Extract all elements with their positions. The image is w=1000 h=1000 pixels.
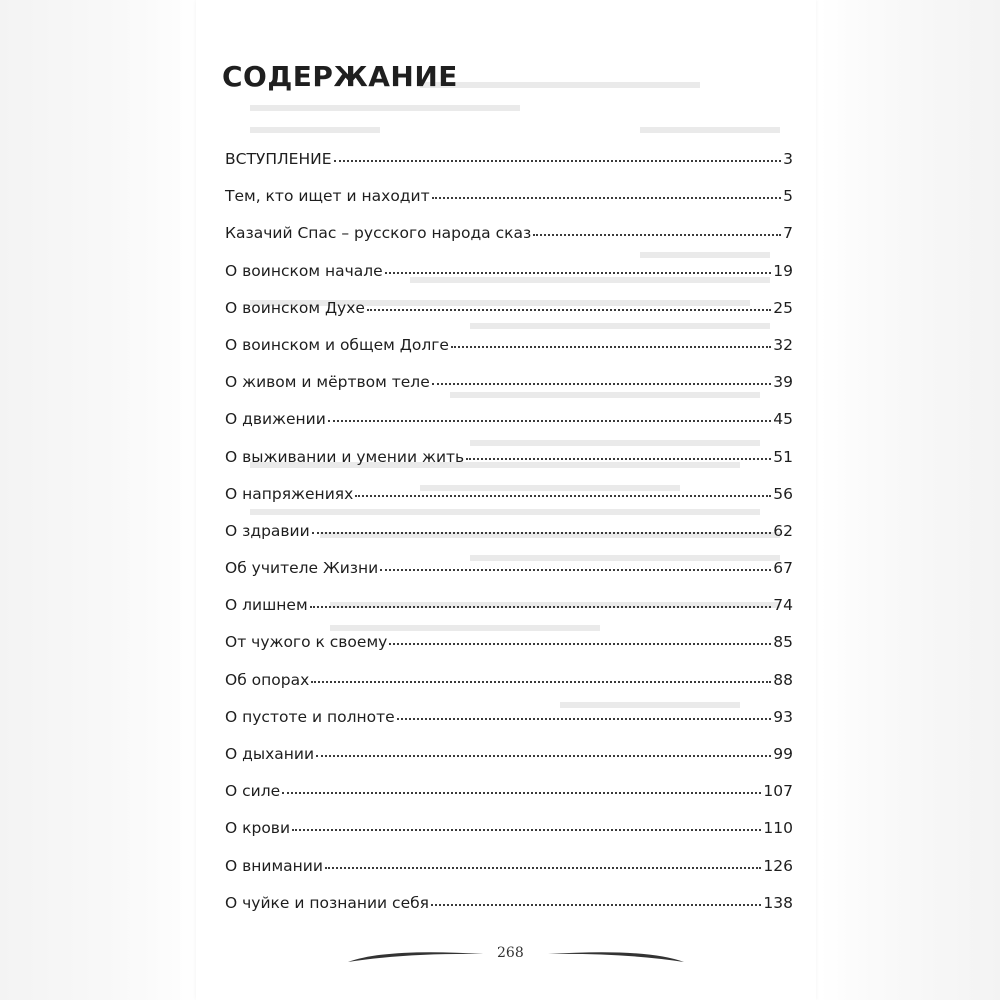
toc-entry-title: О воинском Духе [225, 298, 365, 317]
toc-entry[interactable] [225, 336, 793, 373]
toc-entry-page: 25 [773, 298, 793, 317]
toc-entry-title: Об учителе Жизни [225, 559, 379, 578]
footer-ornament-left-icon [346, 944, 486, 964]
toc-entry-page: 74 [773, 596, 793, 615]
toc-entry[interactable] [225, 522, 793, 559]
page-number: 268 [497, 945, 524, 961]
toc-entry-page: 88 [773, 670, 793, 689]
toc-entry-page: 5 [783, 187, 793, 206]
dot-leader [334, 148, 782, 162]
toc-entry-title: О внимании [225, 856, 323, 875]
toc-entry-title: О выживании и умении жить [225, 447, 465, 466]
toc-entry[interactable] [225, 150, 793, 187]
toc-entry[interactable] [225, 745, 793, 782]
dot-leader [533, 222, 781, 236]
dot-leader [367, 297, 771, 311]
dot-leader [292, 817, 761, 831]
toc-entry-title: О напряжениях [225, 484, 354, 503]
dot-leader [310, 594, 772, 608]
dot-leader [451, 334, 771, 348]
toc-entry-title: От чужого к своему [225, 633, 388, 652]
dot-leader [397, 706, 772, 720]
toc-entry-title: Об опорах [225, 670, 310, 689]
toc-entry-title: О живом и мёртвом теле [225, 373, 430, 392]
footer-ornament-right-icon [546, 944, 686, 964]
toc-entry[interactable] [225, 485, 793, 522]
table-of-contents [225, 150, 793, 931]
dot-leader [316, 743, 771, 757]
toc-entry[interactable] [225, 596, 793, 633]
toc-entry-page: 3 [783, 150, 793, 168]
dot-leader [282, 780, 761, 794]
toc-entry[interactable] [225, 262, 793, 299]
toc-entry-title: О воинском начале [225, 261, 383, 280]
toc-entry[interactable] [225, 894, 793, 931]
toc-entry-page: 56 [773, 484, 793, 503]
toc-entry[interactable] [225, 782, 793, 819]
dot-leader [389, 631, 771, 645]
toc-entry-page: 39 [773, 373, 793, 392]
dot-leader [312, 520, 772, 534]
dot-leader [328, 408, 771, 422]
toc-entry-page: 67 [773, 559, 793, 578]
toc-entry[interactable] [225, 857, 793, 894]
dot-leader [466, 446, 771, 460]
toc-entry[interactable] [225, 299, 793, 336]
toc-entry-page: 107 [763, 782, 793, 801]
toc-entry-title: О дыхании [225, 745, 315, 763]
toc-entry-page: 45 [773, 410, 793, 429]
toc-entry-page: 51 [773, 447, 793, 466]
toc-entry-page: 7 [783, 224, 793, 243]
toc-entry-page: 126 [763, 856, 793, 875]
toc-entry[interactable] [225, 819, 793, 856]
dot-leader [432, 371, 772, 385]
toc-entry[interactable] [225, 373, 793, 410]
toc-entry-title: ВСТУПЛЕНИЕ [225, 150, 332, 168]
toc-entry[interactable] [225, 187, 793, 224]
dot-leader [380, 557, 771, 571]
dot-leader [325, 855, 761, 869]
toc-entry-title: О движении [225, 410, 326, 429]
toc-entry-title: Казачий Спас – русского народа сказ [225, 224, 532, 243]
dot-leader [385, 260, 772, 274]
toc-entry-title: Тем, кто ищет и находит [225, 187, 430, 206]
toc-entry-title: О крови [225, 819, 291, 838]
toc-entry[interactable] [225, 224, 793, 261]
dot-leader [431, 892, 761, 906]
toc-entry-page: 19 [773, 261, 793, 280]
dot-leader [355, 483, 771, 497]
dot-leader [432, 185, 781, 199]
toc-entry-page: 138 [763, 893, 793, 912]
toc-entry[interactable] [225, 410, 793, 447]
page-title: СОДЕРЖАНИЕ [222, 60, 458, 93]
toc-entry-page: 62 [773, 521, 793, 540]
dot-leader [311, 669, 771, 683]
toc-entry-page: 110 [763, 819, 793, 838]
toc-entry-title: О воинском и общем Долге [225, 335, 449, 354]
toc-entry-page: 85 [773, 633, 793, 652]
toc-entry-page: 93 [773, 707, 793, 726]
toc-entry-title: О здравии [225, 521, 310, 540]
toc-entry-title: О силе [225, 782, 281, 801]
toc-entry[interactable] [225, 559, 793, 596]
toc-entry-page: 32 [773, 335, 793, 354]
toc-entry[interactable] [225, 633, 793, 670]
toc-entry[interactable] [225, 448, 793, 485]
toc-entry-title: О лишнем [225, 596, 308, 615]
toc-entry[interactable] [225, 671, 793, 708]
toc-entry-title: О чуйке и познании себя [225, 893, 429, 912]
toc-entry-page: 99 [773, 745, 793, 763]
toc-entry[interactable] [225, 708, 793, 745]
toc-entry-title: О пустоте и полноте [225, 707, 395, 726]
